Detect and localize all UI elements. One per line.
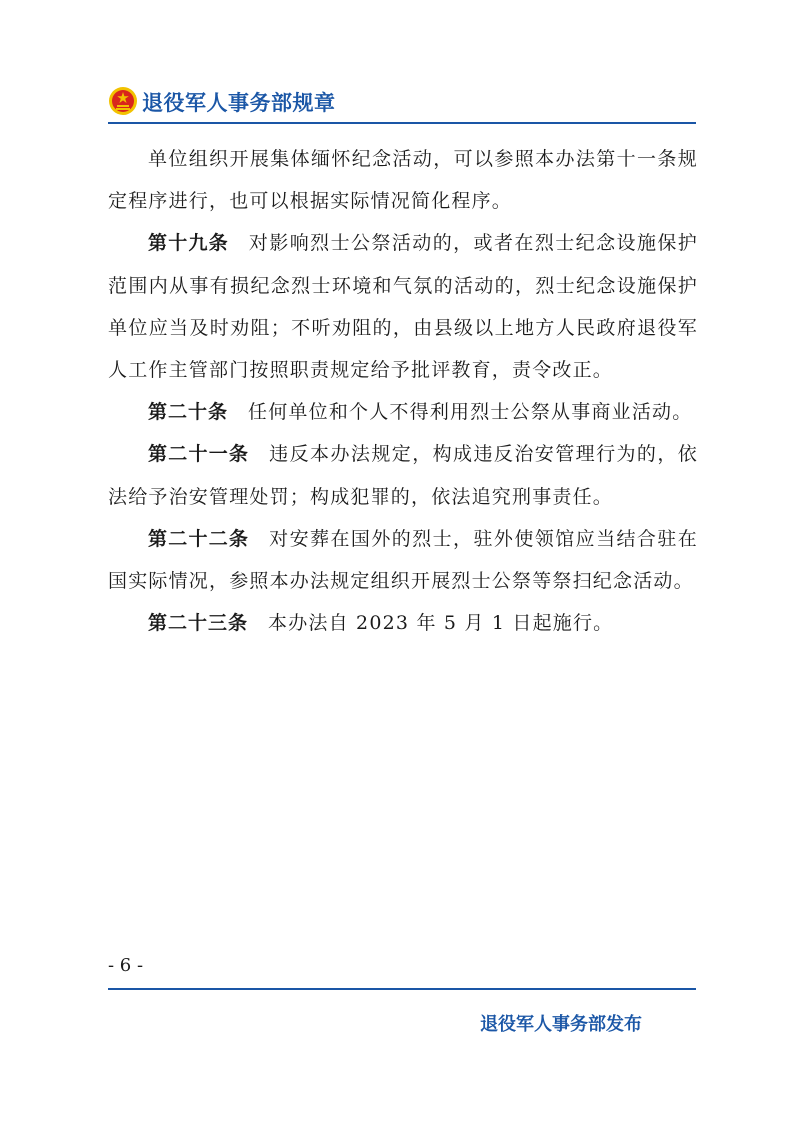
page-number: - 6 - xyxy=(108,955,144,976)
article-text: 本办法自 2023 年 5 月 1 日起施行。 xyxy=(268,612,614,635)
article-23 xyxy=(108,602,698,644)
header-divider xyxy=(108,122,696,124)
article-20 xyxy=(108,391,698,433)
article-text: 对安葬在国外的烈士，驻外使领馆应当结合驻在国实际情况，参照本办法规定组织开展烈士公祭等祭扫纪念活动。 xyxy=(108,527,698,593)
header-title: 退役军人事务部规章 xyxy=(142,91,336,115)
article-label: 第二十一条 xyxy=(148,443,250,466)
article-label: 第二十三条 xyxy=(148,612,249,635)
footer-divider xyxy=(108,988,696,990)
document-body xyxy=(108,138,698,644)
article-19 xyxy=(108,222,698,391)
paragraph-continuation: 单位组织开展集体缅怀纪念活动，可以参照本办法第十一条规定程序进行，也可以根据实际情况简化程序。 xyxy=(108,148,698,213)
article-text: 对影响烈士公祭活动的，或者在烈士纪念设施保护范围内从事有损纪念烈士环境和气氛的活动的，烈士纪念设施保护单位应当及时劝阻；不听劝阻的，由县级以上地方人民政府退役军人工作主管部门按照职责规定给予批评教育，责令改正。 xyxy=(108,232,698,382)
article-label: 第二十条 xyxy=(148,401,229,424)
article-text: 任何单位和个人不得利用烈士公祭从事商业活动。 xyxy=(248,401,693,424)
page-header xyxy=(108,84,698,124)
article-text: 违反本办法规定，构成违反治安管理行为的，依法给予治安管理处罚；构成犯罪的，依法追究刑事责任。 xyxy=(108,443,698,508)
national-emblem-icon xyxy=(108,86,138,116)
article-label: 第十九条 xyxy=(148,232,229,255)
article-label: 第二十二条 xyxy=(148,527,250,550)
article-22 xyxy=(108,518,698,602)
article-21 xyxy=(108,433,698,517)
footer-publisher: 退役军人事务部发布 xyxy=(480,1014,642,1035)
